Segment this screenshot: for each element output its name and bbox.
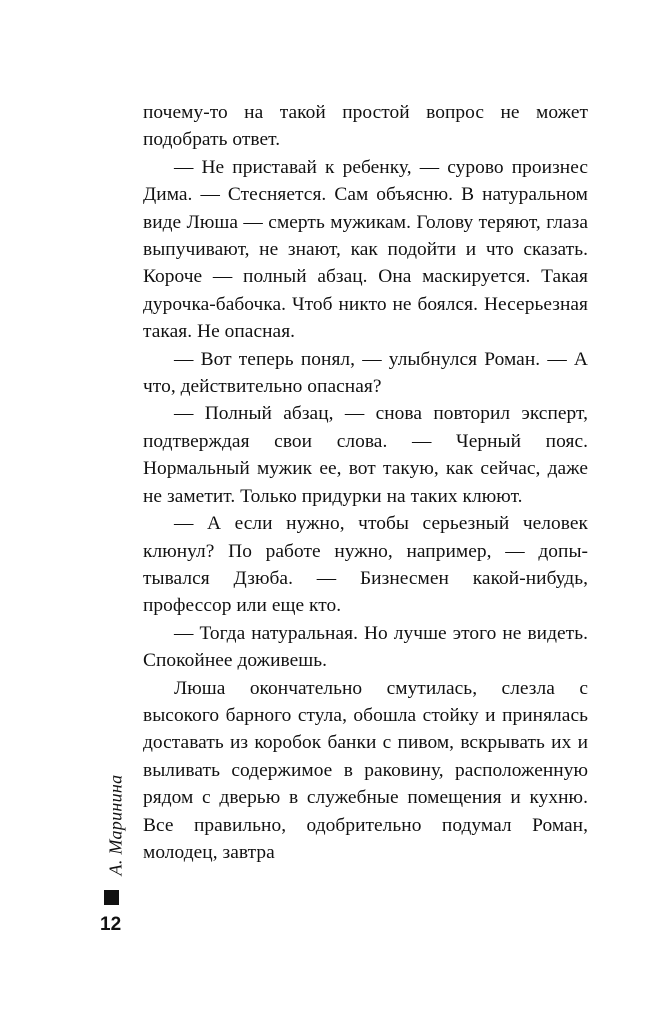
paragraph-3: — Вот теперь понял, — улыбнулся Роман. — А что, действительно опасная? bbox=[143, 348, 588, 398]
paragraph-6: — Тогда натуральная. Но лучше этого не видеть. Спокойнее доживешь. bbox=[143, 622, 588, 672]
square-bullet-icon bbox=[104, 890, 119, 905]
paragraph-4: — Полный абзац, — снова повторил эксперт, подтверждая свои слова. — Черный пояс. Нормальный мужик ее, вот такую, как сейчас, даже не заметит. Только придурки на таких клюют. bbox=[143, 403, 588, 507]
author-name: А. Маринина bbox=[105, 774, 126, 876]
body-text bbox=[143, 99, 588, 866]
paragraph-5: — А если нужно, чтобы серьезный человек клюнул? По работе нужно, например, — допытывался Дзюба. — Бизнесмен какой-нибудь, профессор или еще кто. bbox=[143, 513, 588, 617]
page-number: 12 bbox=[100, 914, 122, 935]
paragraph-1: почему-то на такой простой вопрос не может подобрать ответ. bbox=[143, 102, 588, 151]
paragraph-2: — Не приставай к ребенку, — сурово произнес Дима. — Стесняется. Сам объясню. В натуральном виде Люша — смерть мужикам. Голову теряют, глаза выпучивают, не знают, как подойти и что сказать. Короче — полный абзац. Она маскируется. Такая дурочка-бабочка. Чтоб никто не боялся. Несерьезная такая. Не опасная. bbox=[143, 156, 588, 343]
paragraph-7: Люша окончательно смутилась, слезла с высокого барного стула, обошла стойку и принялась доставать из коробок банки с пивом, вскрывать их и выливать содержимое в раковину, расположенную рядом с дверью в служебные помещения и кухню. Все правильно, одобрительно подумал Роман, молодец, завтра bbox=[143, 677, 588, 863]
running-head-author bbox=[100, 766, 132, 884]
